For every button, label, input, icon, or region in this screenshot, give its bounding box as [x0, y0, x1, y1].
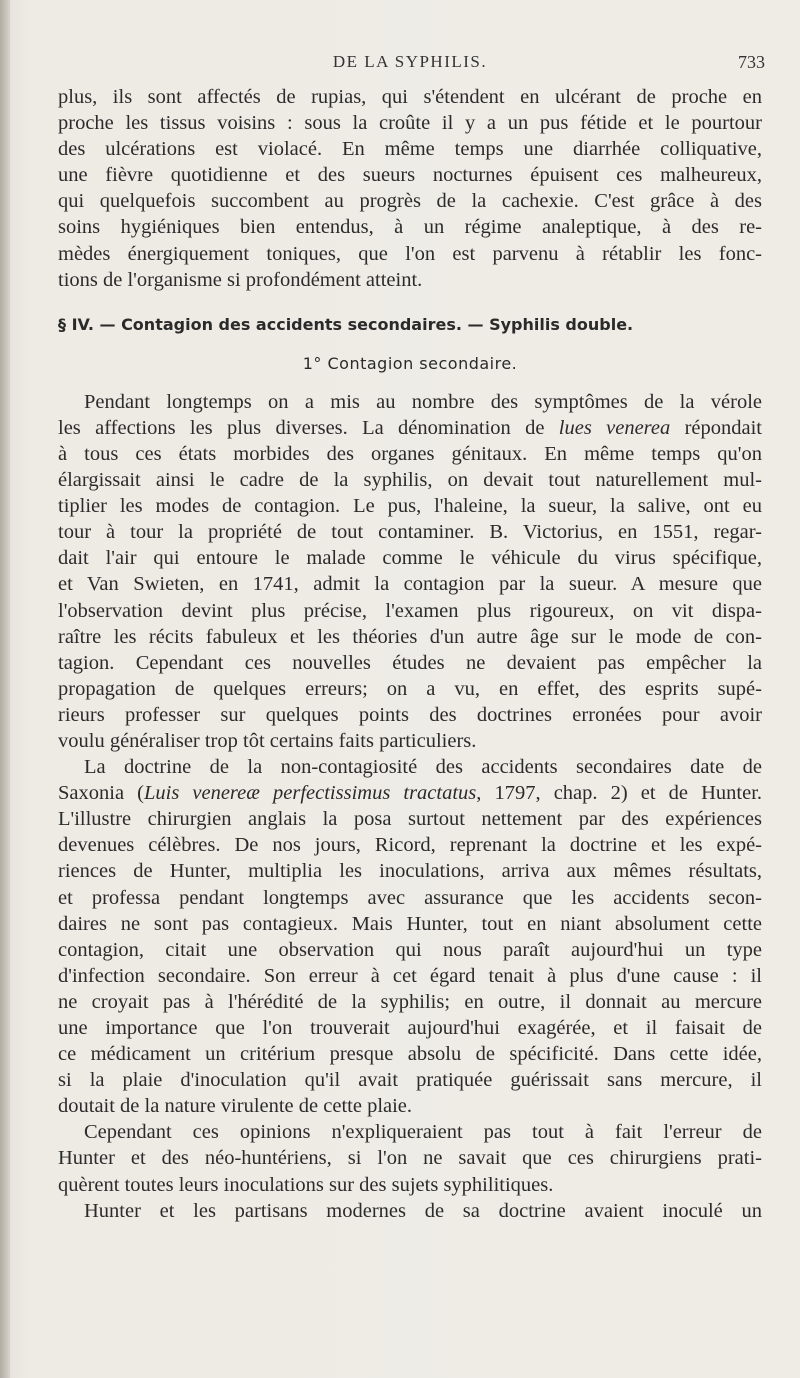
- paragraph-3: [58, 754, 762, 1119]
- text-line: Hunter et les partisans modernes de sa doctrine avaient inoculé un: [84, 1199, 762, 1222]
- paragraph-5: [58, 1198, 762, 1224]
- text-line: tions de l'organisme si profondément atteint.: [58, 268, 423, 291]
- text-line: Cependant ces opinions n'expliqueraient pas tout à fait l'erreur de: [84, 1121, 762, 1144]
- paragraph-2: [58, 389, 762, 754]
- text-line: voulu généraliser trop tôt certains faits particuliers.: [58, 729, 477, 752]
- text-line: tour à tour la propriété de tout contaminer. B. Victorius, en 1551, regar-: [58, 521, 762, 544]
- text-line: rieurs professer sur quelques points des doctrines erronées pour avoir: [58, 703, 762, 726]
- text-line: et professa pendant longtemps avec assurance que les accidents secon-: [58, 886, 762, 909]
- text-line: tiplier les modes de contagion. Le pus, l'haleine, la sueur, la salive, ont eu: [58, 495, 762, 518]
- running-title: DE LA SYPHILIS.: [332, 52, 488, 71]
- text-line: proche les tissus voisins : sous la croûte il y a un pus fétide et le pourtour: [58, 112, 762, 135]
- text-line: une importance que l'on trouverait aujourd'hui exagérée, et il faisait de: [58, 1017, 762, 1039]
- section-subheading: 1° Contagion secondaire.: [302, 353, 518, 373]
- latin-term: lues venerea: [558, 416, 671, 439]
- page-number: 733: [738, 52, 765, 72]
- text-line: élargissait ainsi le cadre de la syphilis, on devait tout naturellement mul-: [58, 469, 762, 492]
- text-line: et Van Swieten, en 1741, admit la contagion par la sueur. A mesure que: [58, 573, 762, 596]
- text-line: plus, ils sont affectés de rupias, qui s'étendent en ulcérant de proche en: [58, 86, 762, 108]
- paragraph-4: [58, 1119, 762, 1197]
- text-line: des ulcérations est violacé. En même temps une diarrhée colliquative,: [58, 138, 762, 161]
- text-line: [58, 415, 762, 441]
- running-header: [0, 52, 800, 78]
- text-line: l'observation devint plus précise, l'examen plus rigoureux, on vit dispa-: [58, 599, 762, 622]
- text-run: répondait: [670, 416, 762, 439]
- text-line: ce médicament un critérium presque absolu de spécificité. Dans cette idée,: [58, 1043, 762, 1066]
- text-line: tagion. Cependant ces nouvelles études ne devaient pas empêcher la: [58, 651, 762, 674]
- text-line: à tous ces états morbides des organes génitaux. En même temps qu'on: [58, 442, 762, 465]
- text-line: daires ne sont pas contagieux. Mais Hunter, tout en niant absolument cette: [58, 912, 762, 935]
- paragraph-1: [58, 84, 762, 293]
- text-line: doutait de la nature virulente de cette plaie.: [58, 1095, 413, 1118]
- text-line: Hunter et des néo-huntériens, si l'on ne savait que ces chirurgiens prati-: [58, 1147, 762, 1170]
- text-line: contagion, citait une observation qui nous paraît aujourd'hui un type: [58, 938, 762, 961]
- text-line: qui quelquefois succombent au progrès de la cachexie. C'est grâce à des: [58, 190, 762, 213]
- text-line: [58, 780, 762, 806]
- text-line: riences de Hunter, multiplia les inoculations, arriva aux mêmes résultats,: [58, 860, 762, 883]
- text-line: raître les récits fabuleux et les théories d'un autre âge sur le mode de con-: [58, 625, 762, 648]
- text-run: Saxonia (: [58, 782, 144, 805]
- text-line: ne croyait pas à l'hérédité de la syphilis; en outre, il donnait au mercure: [58, 990, 762, 1013]
- text-line: La doctrine de la non-contagiosité des accidents secondaires date de: [84, 756, 762, 779]
- section-heading: § IV. — Contagion des accidents secondaires. — Syphilis double.: [58, 314, 634, 334]
- text-line: une fièvre quotidienne et des sueurs nocturnes épuisent ces malheureux,: [58, 164, 762, 187]
- page-binding-shadow: [0, 0, 10, 1378]
- body-text: [58, 84, 762, 1224]
- text-line: soins hygiéniques bien entendus, à un régime analeptique, à des re-: [58, 216, 762, 239]
- text-line: d'infection secondaire. Son erreur à cet égard tenait à plus d'une cause : il: [58, 964, 762, 987]
- text-line: quèrent toutes leurs inoculations sur des sujets syphilitiques.: [58, 1173, 554, 1196]
- text-line: Pendant longtemps on a mis au nombre des symptômes de la vérole: [84, 390, 762, 413]
- book-title: Luis venereæ perfectissimus tractatus: [143, 782, 477, 805]
- text-line: mèdes énergiquement toniques, que l'on est parvenu à rétablir les fonc-: [58, 242, 762, 265]
- text-line: dait l'air qui entoure le malade comme le véhicule du virus spécifique,: [58, 547, 762, 570]
- text-run: les affections les plus diverses. La dénomination de: [58, 416, 559, 439]
- text-line: si la plaie d'inoculation qu'il avait pratiquée guérissait sans mercure, il: [58, 1069, 762, 1092]
- text-line: propagation de quelques erreurs; on a vu, en effet, des esprits supé-: [58, 677, 762, 700]
- text-run: , 1797, chap. 2) et de Hunter.: [476, 782, 763, 805]
- text-line: devenues célèbres. De nos jours, Ricord, reprenant la doctrine et les expé-: [58, 834, 762, 857]
- text-line: L'illustre chirurgien anglais la posa surtout nettement par des expériences: [58, 808, 762, 831]
